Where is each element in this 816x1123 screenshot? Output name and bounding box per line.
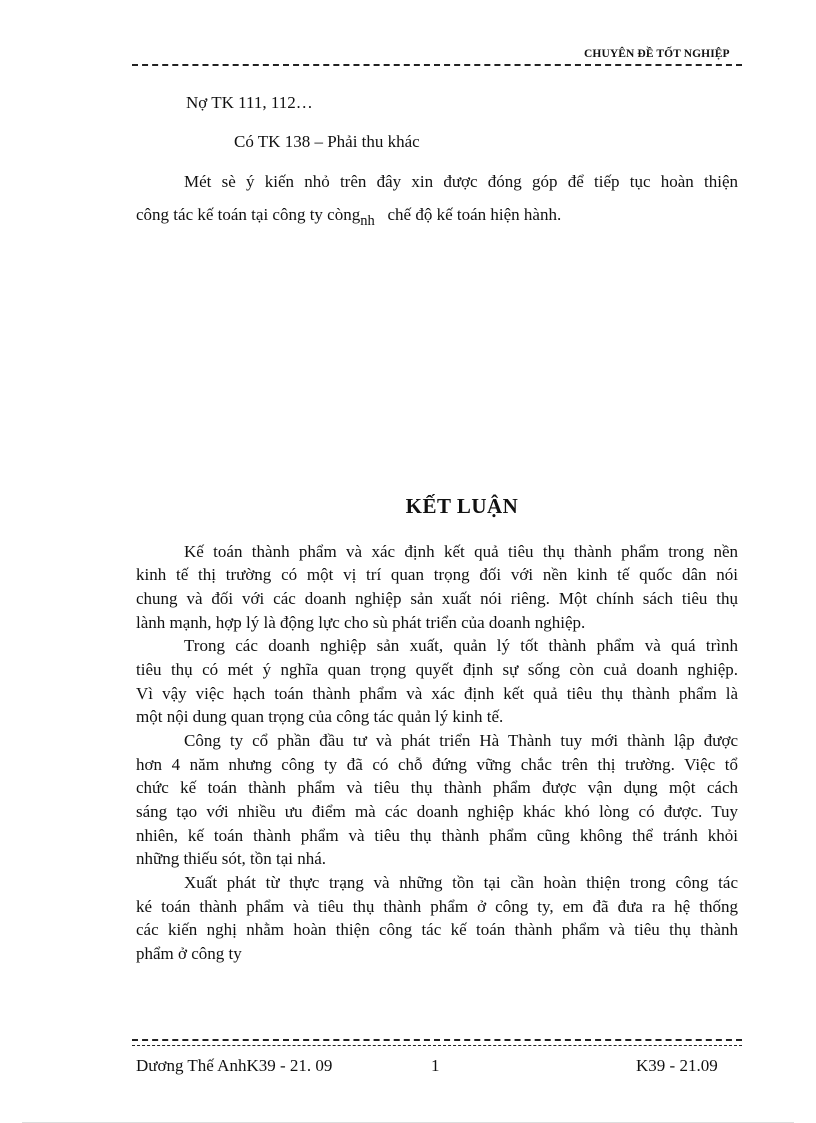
conclusion-line: các kiến nghị nhằm hoàn thiện công tác kế toán thành phẩm và tiêu thụ thành [136, 920, 738, 939]
intro-line-2 [136, 204, 561, 227]
debit-entry: Nợ TK 111, 112… [186, 93, 313, 112]
conclusion-line: tiêu thụ có mét ý nghĩa quan trọng quyết định sự sống còn cuả doanh nghiệp. [136, 660, 738, 679]
conclusion-line: phẩm ở công ty [136, 944, 242, 963]
running-header: CHUYÊN ĐỀ TỐT NGHIỆP [584, 48, 730, 60]
header-dashed-rule [132, 64, 742, 66]
intro-line-2-start: công tác kế toán tại công ty còng [136, 205, 361, 224]
conclusion-line: sáng tạo với nhiều ưu điểm mà các doanh nghiệp khác khó lòng có được. Tuy [136, 802, 738, 821]
conclusion-line: ké toán thành phẩm và tiêu thụ thành phẩm ở công ty, em đã đưa ra hệ thống [136, 897, 738, 916]
conclusion-line: chung và đối với các doanh nghiệp sản xuất nói riêng. Một chính sách tiêu thụ [136, 589, 738, 608]
conclusion-line: lành mạnh, hợp lý là động lực cho sù phát triển của doanh nghiệp. [136, 613, 586, 632]
conclusion-line: một nội dung quan trọng của công tác quản lý kinh tế. [136, 707, 504, 726]
intro-line-2-sub: nh [360, 213, 375, 229]
conclusion-line: hơn 4 năm nhưng công ty đã có chỗ đứng vững chắc trên thị trường. Việc tổ [136, 755, 738, 774]
footer-class-code: K39 - 21.09 [636, 1056, 718, 1075]
footer-author: Dương Thế AnhK39 - 21. 09 [136, 1056, 333, 1075]
credit-entry: Có TK 138 – Phải thu khác [234, 132, 420, 151]
conclusion-line: Xuất phát từ thực trạng và những tồn tại cần hoàn thiện trong công tác [184, 873, 738, 892]
intro-line-1: Mét sè ý kiến nhỏ trên đây xin được đóng góp để tiếp tục hoàn thiện [184, 172, 738, 191]
conclusion-heading: KẾT LUẬN [405, 494, 519, 518]
conclusion-line: nhiên, kế toán thành phẩm và tiêu thụ thành phẩm cũng không thể tránh khỏi [136, 826, 738, 845]
conclusion-line: Vì vậy việc hạch toán thành phẩm và xác định kết quả tiêu thụ thành phẩm là [136, 684, 738, 703]
footer-page-number: 1 [431, 1056, 440, 1075]
conclusion-line: kinh tế thị trường có một vị trí quan trọng đối với nền kinh tế quốc dân nói [136, 565, 738, 584]
footer-dashed-rule [132, 1039, 742, 1041]
intro-line-2-end: chế độ kế toán hiện hành. [387, 205, 562, 224]
conclusion-line: chức kế toán thành phẩm và tiêu thụ thành phẩm được vận dụng một cách [136, 778, 738, 797]
conclusion-line: Trong các doanh nghiệp sản xuất, quản lý tốt thành phẩm và quá trình [184, 636, 738, 655]
footer-dashed-rule-2 [132, 1045, 742, 1046]
conclusion-line: Kế toán thành phẩm và xác định kết quả tiêu thụ thành phẩm trong nền [184, 542, 738, 561]
conclusion-line: Công ty cổ phần đầu tư và phát triển Hà Thành tuy mới thành lập được [184, 731, 738, 750]
conclusion-line: những thiếu sót, tồn tại nhá. [136, 849, 327, 868]
